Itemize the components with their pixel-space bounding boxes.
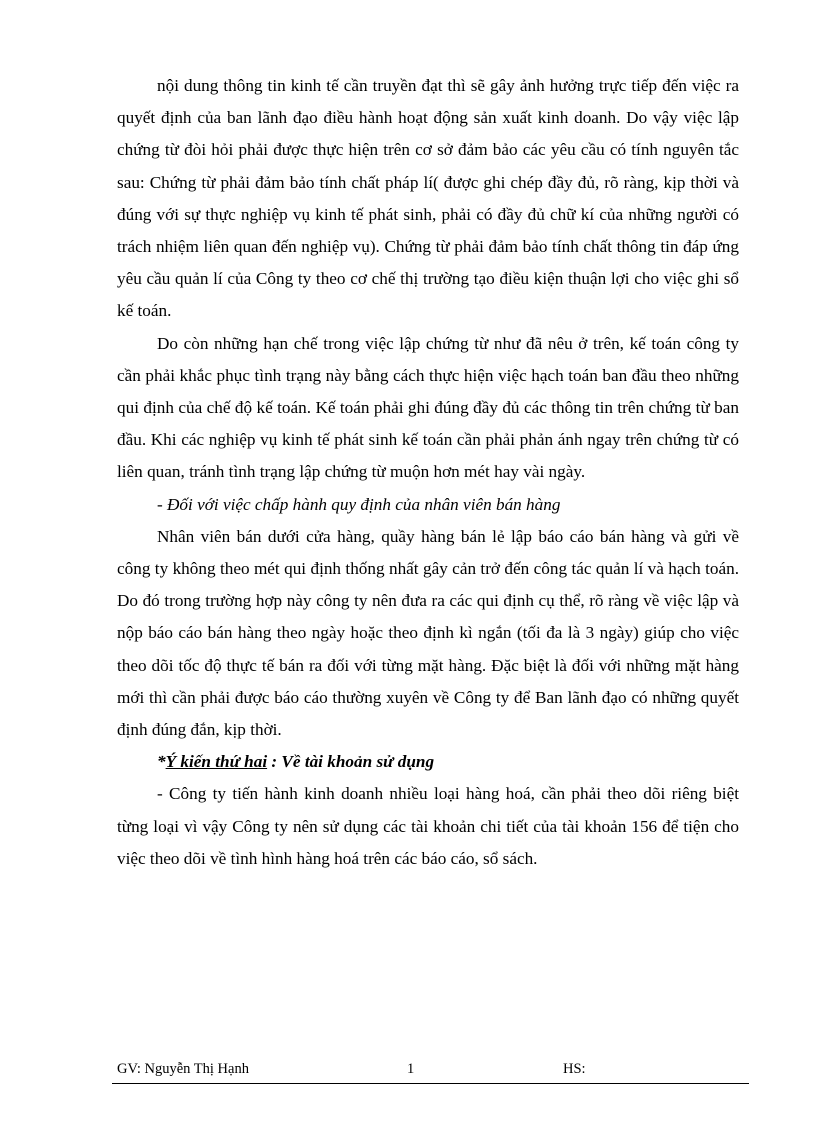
- footer-divider: [112, 1083, 749, 1084]
- heading-prefix: *: [157, 752, 166, 772]
- paragraph-3: Nhân viên bán dưới cửa hàng, quầy hàng bán lẻ lập báo cáo bán hàng và gửi về công ty không theo mét qui định thống nhất gây cản trở đến công tác quản lí và hạch toán. Do đó trong trường hợp này công ty nên đưa ra các qui định cụ thể, rõ ràng về việc lập và nộp báo cáo bán hàng theo ngày hoặc theo định kì ngắn (tối đa là 3 ngày) giúp cho việc theo dõi tốc độ thực tế bán ra đối với từng mặt hàng. Đặc biệt là đối với những mặt hàng mới thì cần phải được báo cáo thường xuyên về Công ty để Ban lãnh đạo có những quyết định đúng đắn, kịp thời.: [117, 526, 739, 740]
- paragraph-4: - Công ty tiến hành kinh doanh nhiều loại hàng hoá, cần phải theo dõi riêng biệt từng loại vì vậy Công ty nên sử dụng các tài khoản chi tiết của tài khoản 156 để tiện cho việc theo dõi về tình hình hàng hoá trên các báo cáo, sổ sách.: [117, 784, 739, 868]
- heading-underlined: Ý kiến thứ hai: [165, 752, 268, 772]
- footer-student: HS:: [563, 1061, 586, 1077]
- footer-teacher: GV: Nguyễn Thị Hạnh: [117, 1061, 249, 1077]
- heading-rest: : Về tài khoản sử dụng: [267, 752, 435, 772]
- page-footer: [117, 1057, 739, 1081]
- footer-page-number: 1: [407, 1061, 415, 1077]
- paragraph-1: nội dung thông tin kinh tế cần truyền đạt thì sẽ gây ảnh hưởng trực tiếp đến việc ra quyết định của ban lãnh đạo điều hành hoạt động sản xuất kinh doanh. Do vậy việc lập chứng từ đòi hỏi phải được thực hiện trên cơ sở đảm bảo các yêu cầu có tính nguyên tắc sau: Chứng từ phải đảm bảo tính chất pháp lí( được ghi chép đầy đủ, rõ ràng, kịp thời và đúng với sự thực nghiệp vụ kinh tế phát sinh, phải có đầy đủ chữ kí của những người có trách nhiệm liên quan đến nghiệp vụ). Chứng từ phải đảm bảo tính chất thông tin đáp ứng yêu cầu quản lí của Công ty theo cơ chế thị trường tạo điều kiện thuận lợi cho việc ghi sổ kế toán.: [117, 76, 739, 321]
- section-heading: [117, 746, 739, 778]
- paragraph-2: Do còn những hạn chế trong việc lập chứng từ như đã nêu ở trên, kế toán công ty cần phải khắc phục tình trạng này bằng cách thực hiện việc hạch toán ban đầu theo những qui định của chế độ kế toán. Kế toán phải ghi đúng đầy đủ các thông tin trên chứng từ ban đầu. Khi các nghiệp vụ kinh tế phát sinh kế toán cần phải phản ánh ngay trên chứng từ có liên quan, tránh tình trạng lập chứng từ muộn hơn mét hay vài ngày.: [117, 333, 739, 482]
- document-body: [117, 70, 739, 875]
- subsection-title: - Đối với việc chấp hành quy định của nhân viên bán hàng: [157, 494, 561, 514]
